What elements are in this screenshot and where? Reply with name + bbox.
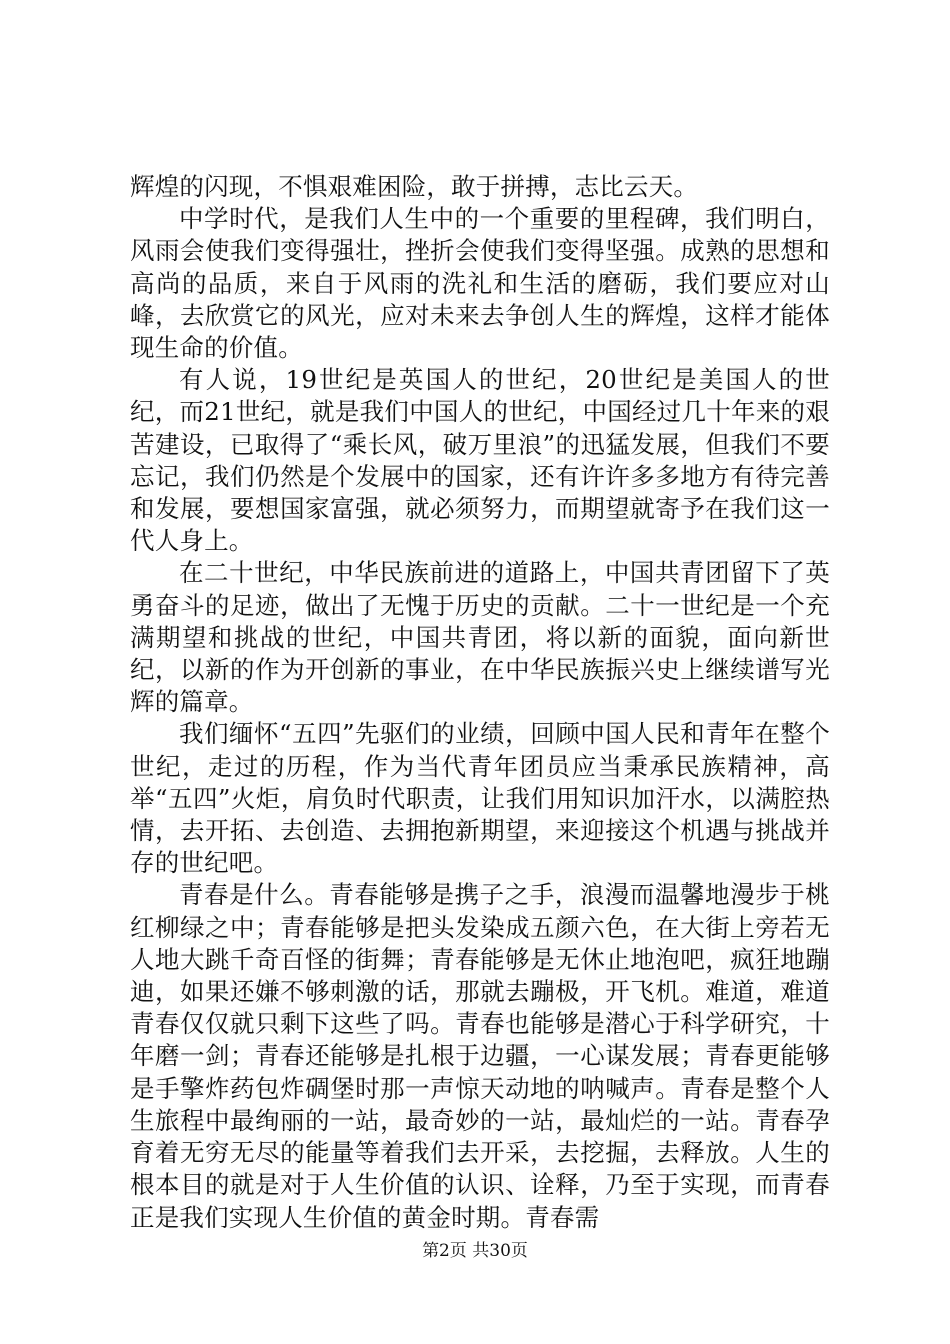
paragraph-3: 有人说，19世纪是英国人的世纪，20世纪是美国人的世纪，而21世纪，就是我们中国人的世纪，中国经过几十年来的艰苦建设，已取得了“乘长风，破万里浪”的迅猛发展，但我们不要忘记，我们仍然是个发展中的国家，还有许许多多地方有待完善和发展，要想国家富强，就必须努力，而期望就寄予在我们这一代人身上。 [130, 365, 830, 556]
paragraph-1: 辉煌的闪现，不惧艰难困险，敢于拼搏，志比云天。 [130, 172, 699, 201]
paragraph-5: 我们缅怀“五四”先驱们的业绩，回顾中国人民和青年在整个世纪，走过的历程，作为当代青年团员应当秉承民族精神，高举“五四”火炬，肩负时代职责，让我们用知识加汗水，以满腔热情，去开拓、去创造、去拥抱新期望，来迎接这个机遇与挑战并存的世纪吧。 [130, 719, 830, 878]
paragraph-2: 中学时代，是我们人生中的一个重要的里程碑，我们明白，风雨会使我们变得强壮，挫折会使我们变得坚强。成熟的思想和高尚的品质，来自于风雨的洗礼和生活的磨砺，我们要应对山峰，去欣赏它的风光，应对未来去争创人生的辉煌，这样才能体现生命的价值。 [130, 204, 830, 363]
page-number-footer: 第2页 共30页 [422, 1241, 528, 1261]
document-body [130, 171, 830, 1234]
paragraph-4: 在二十世纪，中华民族前进的道路上，中国共青团留下了英勇奋斗的足迹，做出了无愧于历史的贡献。二十一世纪是一个充满期望和挑战的世纪，中国共青团，将以新的面貌，面向新世纪，以新的作为开创新的事业，在中华民族振兴史上继续谱写光辉的篇章。 [130, 558, 830, 717]
paragraph-6: 青春是什么。青春能够是携子之手，浪漫而温馨地漫步于桃红柳绿之中；青春能够是把头发染成五颜六色，在大街上旁若无人地大跳千奇百怪的街舞；青春能够是无休止地泡吧，疯狂地蹦迪，如果还嫌不够刺激的话，那就去蹦极，开飞机。难道，难道青春仅仅就只剩下这些了吗。青春也能够是潜心于科学研究，十年磨一剑；青春还能够是扎根于边疆，一心谋发展；青春更能够是手擎炸药包炸碉堡时那一声惊天动地的呐喊声。青春是整个人生旅程中最绚丽的一站，最奇妙的一站，最灿烂的一站。青春孕育着无穷无尽的能量等着我们去开采，去挖掘，去释放。人生的根本目的就是对于人生价值的认识、诠释，乃至于实现，而青春正是我们实现人生价值的黄金时期。青春需 [130, 880, 830, 1232]
